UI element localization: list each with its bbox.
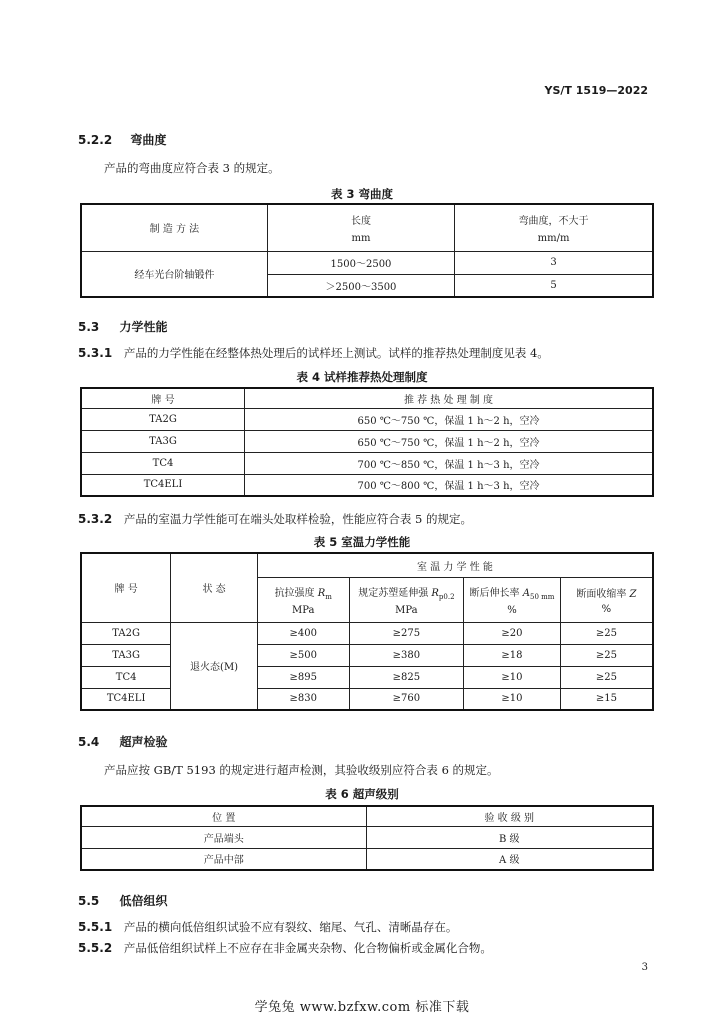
table-5-header-elong	[464, 577, 561, 622]
paragraph-text: 产品低倍组织试样上不应存在非金属夹杂物、化合物偏析或金属化合物。	[123, 941, 492, 955]
table-5	[80, 552, 654, 711]
page-number: 3	[641, 962, 648, 973]
table-cell: 3	[455, 251, 653, 274]
table-cell: ≥825	[349, 666, 464, 688]
table-cell: TC4	[81, 666, 171, 688]
table-5-header-grade: 牌 号	[81, 553, 171, 622]
table-4-caption: 表 4 试样推荐热处理制度	[296, 370, 428, 384]
section-number: 5.4	[78, 735, 100, 749]
table-row	[81, 452, 653, 474]
table-cell: ≥10	[464, 688, 561, 710]
paragraph-5-5-1	[78, 919, 457, 935]
table-cell: ≥275	[349, 622, 464, 644]
table-cell: ≥25	[560, 666, 653, 688]
table-row	[81, 251, 653, 274]
table-row	[81, 622, 653, 644]
reduct-label: 断面收缩率	[576, 588, 627, 600]
section-title: 力学性能	[119, 320, 168, 334]
table-3-caption: 表 3 弯曲度	[330, 187, 393, 201]
section-number: 5.2.2	[78, 133, 113, 147]
table-cell: ≥25	[560, 622, 653, 644]
table-cell: ≥895	[257, 666, 349, 688]
table-cell: 1500～2500	[267, 251, 454, 274]
table-5-caption: 表 5 室温力学性能	[313, 535, 411, 549]
paragraph-5-5-2	[78, 940, 492, 956]
tensile-symbol: R	[317, 587, 326, 599]
table-5-header-tensile	[257, 577, 349, 622]
table-row	[81, 688, 653, 710]
table-cell: ≥25	[560, 644, 653, 666]
section-5-4-heading	[78, 733, 167, 750]
table-5-header-reduct	[560, 577, 653, 622]
table-cell: TC4	[81, 452, 245, 474]
table-cell: TC4ELI	[81, 688, 171, 710]
table-cell: 产品中部	[81, 848, 366, 870]
table-cell: TC4ELI	[81, 474, 245, 496]
elong-unit: %	[507, 604, 517, 616]
table-6-header-level: 验 收 级 别	[366, 806, 653, 826]
table-cell: ≥20	[464, 622, 561, 644]
paragraph-text: 产品的横向低倍组织试验不应有裂纹、缩尾、气孔、清晰晶存在。	[123, 920, 458, 934]
section-title: 低倍组织	[119, 894, 168, 908]
section-5-5-heading	[78, 892, 167, 909]
table-row	[81, 430, 653, 452]
paragraph-text: 产品的力学性能在经整体热处理后的试样坯上测试。试样的推荐热处理制度见表 4。	[123, 346, 549, 360]
table-cell: ≥15	[560, 688, 653, 710]
table-row	[81, 826, 653, 848]
table-cell: TA2G	[81, 622, 171, 644]
paragraph-5-3-1	[78, 345, 549, 361]
section-number: 5.3	[78, 320, 100, 334]
table-cell: 5	[455, 274, 653, 297]
standard-number: YS/T 1519—2022	[544, 84, 648, 97]
table-6	[80, 805, 654, 871]
section-5-2-2-heading	[78, 131, 166, 148]
section-number: 5.3.1	[78, 346, 113, 360]
elong-label: 断后伸长率	[469, 587, 520, 599]
paragraph-5-4: 产品应按 GB/T 5193 的规定进行超声检测，其验收级别应符合表 6 的规定。	[104, 763, 499, 777]
table-cell: ≥380	[349, 644, 464, 666]
table-cell: TA2G	[81, 408, 245, 430]
table-cell: 产品端头	[81, 826, 366, 848]
section-number: 5.5.2	[78, 941, 113, 955]
table-cell: ≥400	[257, 622, 349, 644]
bend-label: 弯曲度，不大于	[518, 215, 589, 227]
table-cell: ≥830	[257, 688, 349, 710]
section-title: 超声检验	[119, 735, 168, 749]
yield-unit: MPa	[395, 604, 418, 616]
reduct-symbol: Z	[629, 588, 637, 600]
table-cell: ≥760	[349, 688, 464, 710]
section-number: 5.5	[78, 894, 100, 908]
table-cell: TA3G	[81, 644, 171, 666]
table-cell: 650 ℃～750 ℃，保温 1 h～2 h，空冷	[245, 408, 654, 430]
table-row	[81, 666, 653, 688]
table-5-header-yield	[349, 577, 464, 622]
yield-label: 规定苏塑延伸强	[358, 587, 429, 599]
table-cell: ≥500	[257, 644, 349, 666]
table-4	[80, 387, 654, 497]
table-row	[81, 408, 653, 430]
table-3-header-bend	[455, 204, 653, 251]
section-number: 5.5.1	[78, 920, 113, 934]
tensile-label: 抗拉强度	[274, 587, 315, 599]
yield-subscript: p0.2	[438, 592, 455, 601]
paragraph-5-3-2	[78, 511, 472, 527]
section-5-3-heading	[78, 318, 167, 335]
table-row	[81, 848, 653, 870]
table-cell: 650 ℃～750 ℃，保温 1 h～2 h，空冷	[245, 430, 654, 452]
table-cell: 700 ℃～850 ℃，保温 1 h～3 h，空冷	[245, 452, 654, 474]
table-4-header-grade: 牌 号	[81, 388, 245, 408]
table-5-state: 退火态(M)	[171, 622, 258, 710]
table-3-header-method: 制 造 方 法	[81, 204, 267, 251]
table-3-header-length	[267, 204, 454, 251]
elong-symbol: A	[522, 587, 530, 599]
table-cell: ＞2500～3500	[267, 274, 454, 297]
section-title: 弯曲度	[130, 133, 167, 147]
table-3-method: 经车光台阶轴锻件	[81, 251, 267, 297]
table-cell: TA3G	[81, 430, 245, 452]
bend-unit: mm/m	[537, 232, 570, 244]
elong-subscript: 50 mm	[529, 592, 555, 601]
table-3	[80, 203, 654, 298]
tensile-subscript: m	[325, 592, 332, 601]
table-5-header-state: 状 态	[171, 553, 258, 622]
table-cell: ≥10	[464, 666, 561, 688]
footer-watermark: 学兔兔 www.bzfxw.com 标准下载	[254, 1000, 470, 1015]
table-cell: A 级	[366, 848, 653, 870]
yield-symbol: R	[431, 587, 439, 599]
table-cell: 700 ℃～800 ℃，保温 1 h～3 h，空冷	[245, 474, 654, 496]
table-row	[81, 474, 653, 496]
table-5-header-group: 室 温 力 学 性 能	[257, 553, 653, 577]
tensile-unit: MPa	[292, 604, 315, 616]
table-4-header-treatment: 推 荐 热 处 理 制 度	[245, 388, 654, 408]
table-6-header-position: 位 置	[81, 806, 366, 826]
length-label: 长度	[350, 215, 371, 227]
paragraph-5-2-2: 产品的弯曲度应符合表 3 的规定。	[104, 161, 280, 175]
length-unit: mm	[351, 232, 371, 244]
paragraph-text: 产品的室温力学性能可在端头处取样检验，性能应符合表 5 的规定。	[123, 512, 472, 526]
table-6-caption: 表 6 超声级别	[325, 787, 399, 801]
table-row	[81, 644, 653, 666]
table-cell: B 级	[366, 826, 653, 848]
reduct-unit: %	[601, 603, 612, 615]
section-number: 5.3.2	[78, 512, 113, 526]
table-cell: ≥18	[464, 644, 561, 666]
